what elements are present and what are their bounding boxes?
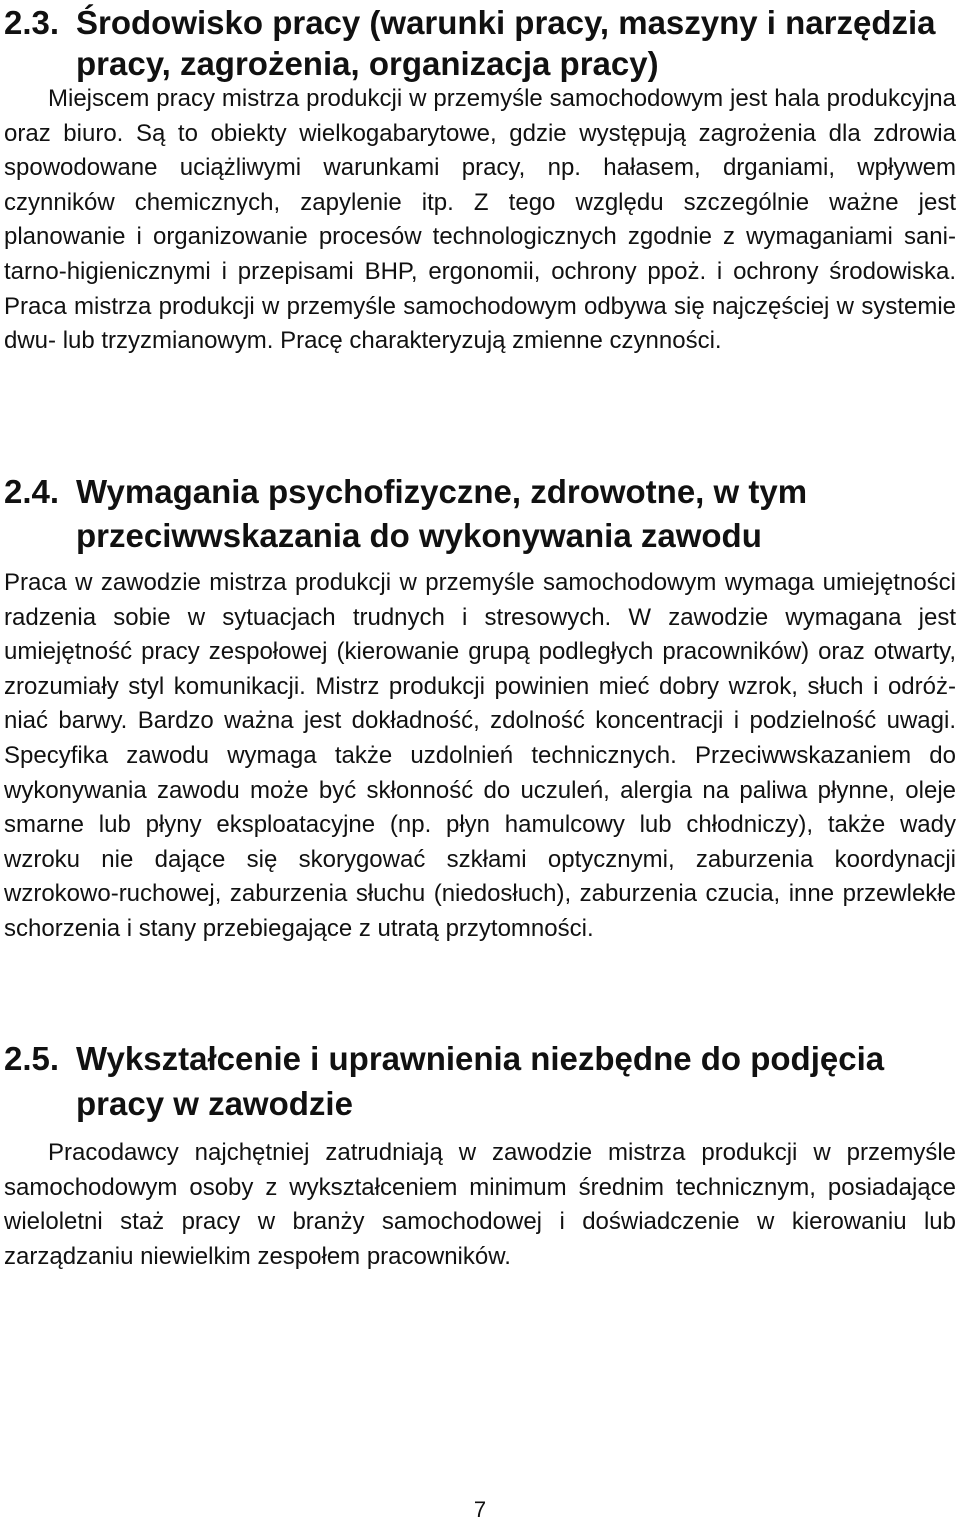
section-heading [4, 470, 956, 558]
section-2-4 [4, 470, 956, 558]
section-heading [4, 1036, 956, 1126]
section-2-5 [4, 1036, 956, 1126]
section-number: 2.3. [4, 4, 60, 41]
section-number: 2.4. [4, 473, 60, 510]
section-title: Środowisko pracy (warunki pracy, maszyny i narzędzia pracy, zagrożenia, organizacja pracy) [76, 4, 936, 82]
section-title: Wykształcenie i uprawnienia niezbędne do podjęcia pracy w zawodzie [76, 1040, 885, 1122]
page-number: 7 [473, 1497, 487, 1522]
section-body-paragraph: Pracodawcy najchętniej zatrudniają w zawodzie mistrza produkcji w przemyśle samochodowym osoby z wykształceniem minimum średnim technicznym, posiadające wieloletni staż pracy w branży samochodowej i doświadczenie w kierowaniu lub zarządzaniu niewielkim zespołem pracowników. [4, 1139, 956, 1270]
section-body-paragraph: Praca w zawodzie mistrza produkcji w przemyśle samochodowym wymaga umiejętności radzenia sobie w sytuacjach trudnych i stresowych. W zawodzie wymagana jest umiejętność pracy zespołowej (kierowanie grupą podległych pracowników) oraz otwarty, zrozumiały styl komunikacji. Mistrz produkcji powinien mieć dobry wzrok, słuch i odróżniać barwy. Bardzo ważna jest dokładność, zdolność koncentracji i podzielność uwagi. Specyfika zawodu wymaga także uzdolnień technicznych. Przeciwwskazaniem do wykonywania zawodu może być skłonność do uczuleń, alergia na paliwa płynne, oleje smarne lub płyny eksploatacyjne (np. płyn hamulcowy lub chłodniczy), także wady wzroku nie dające się skorygować szkłami optycznymi, zaburzenia koordynacji wzrokowo-ruchowej, zaburzenia słuchu (niedosłuch), zaburzenia czucia, inne przewlekłe schorzenia i stany przebiegające z utratą przytomności. [4, 569, 956, 942]
section-heading [4, 2, 956, 84]
section-2-3 [4, 2, 956, 84]
section-title: Wymagania psychofizyczne, zdrowotne, w tym przeciwwskazania do wykonywania zawodu [76, 473, 808, 554]
section-number: 2.5. [4, 1040, 60, 1077]
section-body-paragraph: Miejscem pracy mistrza produkcji w przemyśle samochodowym jest hala produkcyjna oraz biuro. Są to obiekty wielkogabarytowe, gdzie występują zagrożenia dla zdrowia spowodowane uciążliwymi warunkami pracy, np. hałasem, drganiami, wpływem czynników chemicznych, zapylenie itp. Z tego względu szczególnie ważne jest planowanie i organizowanie procesów technologicznych zgodnie z wymaganiami sanitarno-higienicznymi i przepisami BHP, ergonomii, ochrony ppoż. i ochrony środowiska. Praca mistrza produkcji w przemyśle samochodowym odbywa się najczęściej w systemie dwu- lub trzyzmianowym. Pracę charakteryzują zmienne czynności. [4, 85, 956, 355]
